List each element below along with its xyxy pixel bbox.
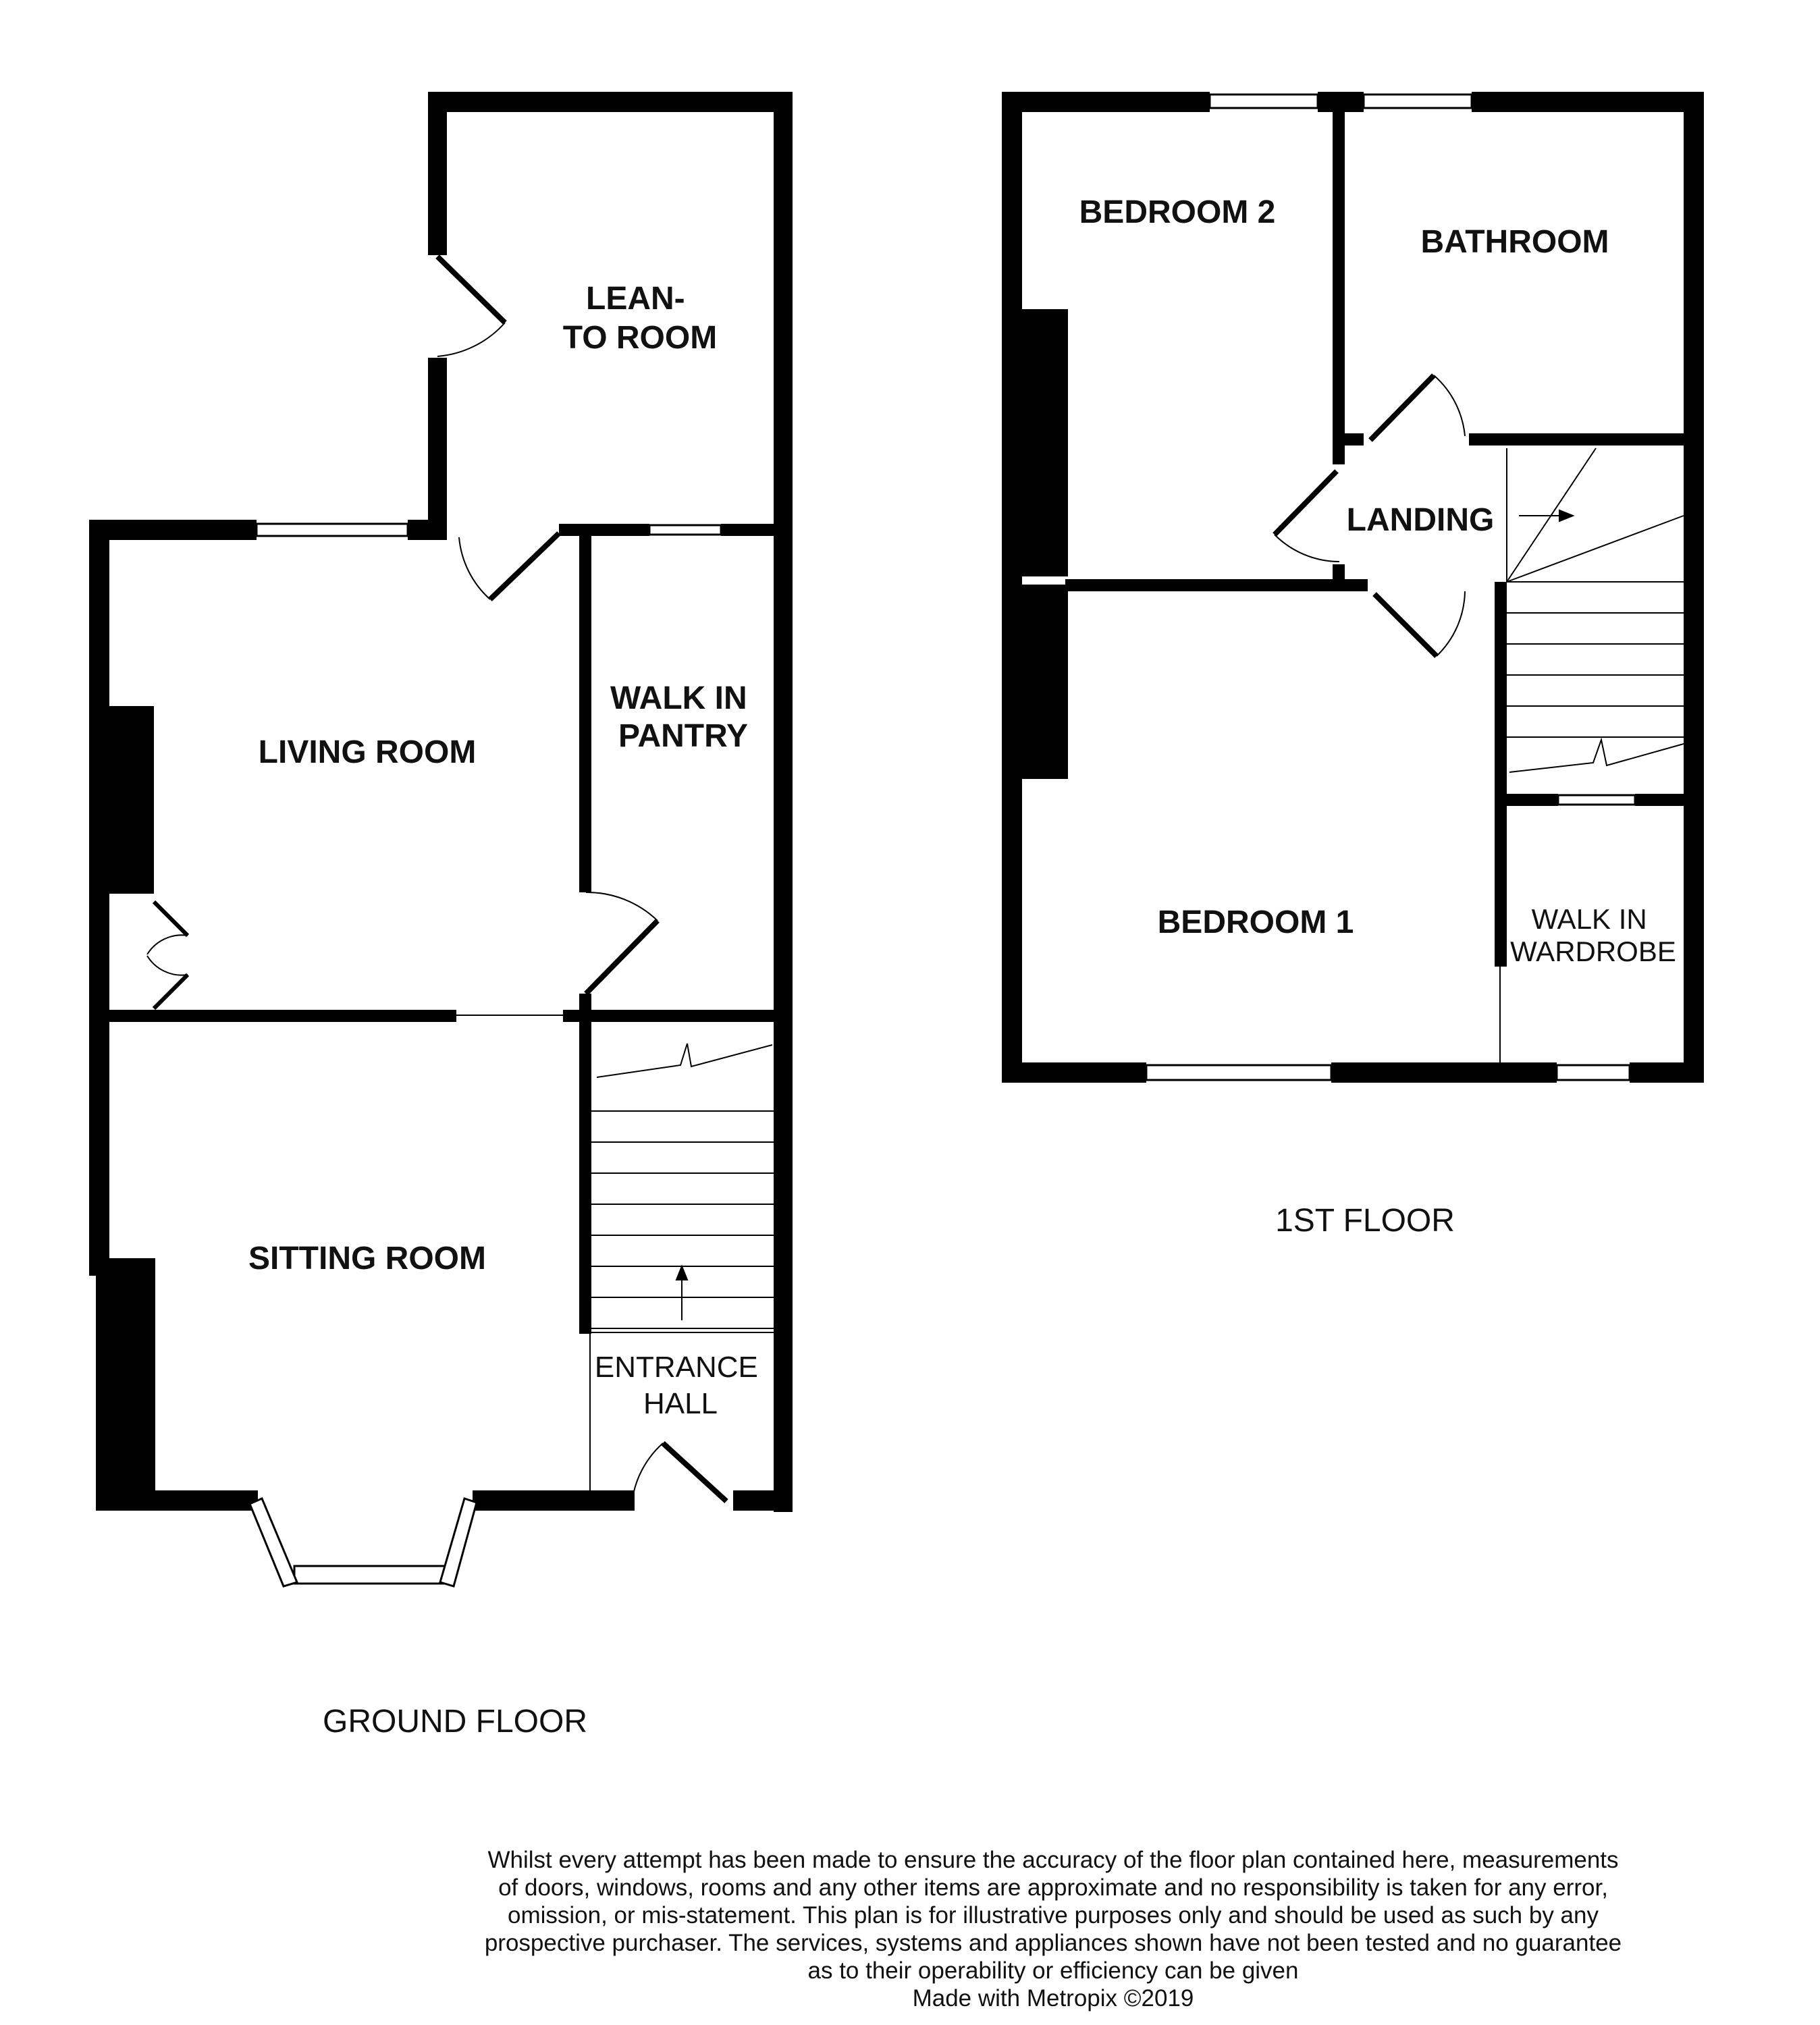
disclaimer-line: prospective purchaser. The services, systems and appliances shown have not been tested and no guarantee	[484, 1930, 1622, 1956]
disclaimer-text	[432, 1846, 1674, 2012]
disclaimer-line: of doors, windows, rooms and any other items are approximate and no responsibility is taken for any error,	[498, 1874, 1608, 1901]
bathroom-label: BATHROOM	[1420, 224, 1609, 260]
svg-text:LIVING ROOM	[259, 734, 477, 770]
ground-floor-staircase	[591, 1044, 774, 1328]
svg-text:WALK IN PANTRY	[610, 680, 756, 754]
entrance-hall-label-line-2: HALL	[643, 1387, 718, 1420]
bedroom-2-label: BEDROOM 2	[1079, 194, 1276, 230]
ground-floor-label: GROUND FLOOR	[322, 1704, 588, 1739]
disclaimer-line: omission, or mis-statement. This plan is for illustrative purposes only and should be used as such by any	[508, 1902, 1599, 1928]
lean-to-room-label-line-1: LEAN-	[586, 281, 685, 317]
first-floor-label: 1ST FLOOR	[1275, 1203, 1455, 1239]
metropix-credit: Made with Metropix ©2019	[912, 1985, 1194, 2012]
ground-floor-door-swings	[147, 256, 786, 1501]
walk-in-pantry-label-line-1: WALK IN	[610, 680, 747, 716]
first-floor-door-swings	[1275, 375, 1500, 1064]
svg-text:LEAN- TO ROOM	[563, 281, 717, 356]
living-room-label: LIVING ROOM	[258, 734, 477, 770]
walk-in-wardrobe-label-line-1: WALK IN	[1531, 903, 1647, 935]
disclaimer-line: as to their operability or efficiency can be given	[807, 1958, 1299, 1984]
walk-in-wardrobe-label-line-2: WARDROBE	[1510, 936, 1676, 967]
svg-text:BEDROOM 2	[1079, 194, 1276, 230]
lean-to-room-label-line-2: TO ROOM	[562, 320, 718, 356]
disclaimer-line: Whilst every attempt has been made to ensure the accuracy of the floor plan contained here, measurements	[487, 1847, 1619, 1873]
svg-text:ENTRANCE HALL	[595, 1351, 766, 1420]
sitting-room-label: SITTING ROOM	[248, 1241, 486, 1276]
svg-text:SITTING ROOM	[248, 1241, 486, 1276]
walk-in-pantry-label-line-2: PANTRY	[618, 718, 748, 754]
landing-label: LANDING	[1346, 502, 1495, 538]
bedroom-1-label: BEDROOM 1	[1157, 905, 1354, 940]
first-floor-staircase	[1507, 448, 1684, 772]
svg-text:BATHROOM	[1420, 224, 1609, 260]
entrance-hall-label-line-1: ENTRANCE	[594, 1351, 758, 1384]
svg-text:LANDING	[1347, 502, 1495, 538]
svg-text:BEDROOM 1	[1158, 905, 1354, 940]
svg-text:WALK IN WARDROBE	[1510, 903, 1676, 967]
